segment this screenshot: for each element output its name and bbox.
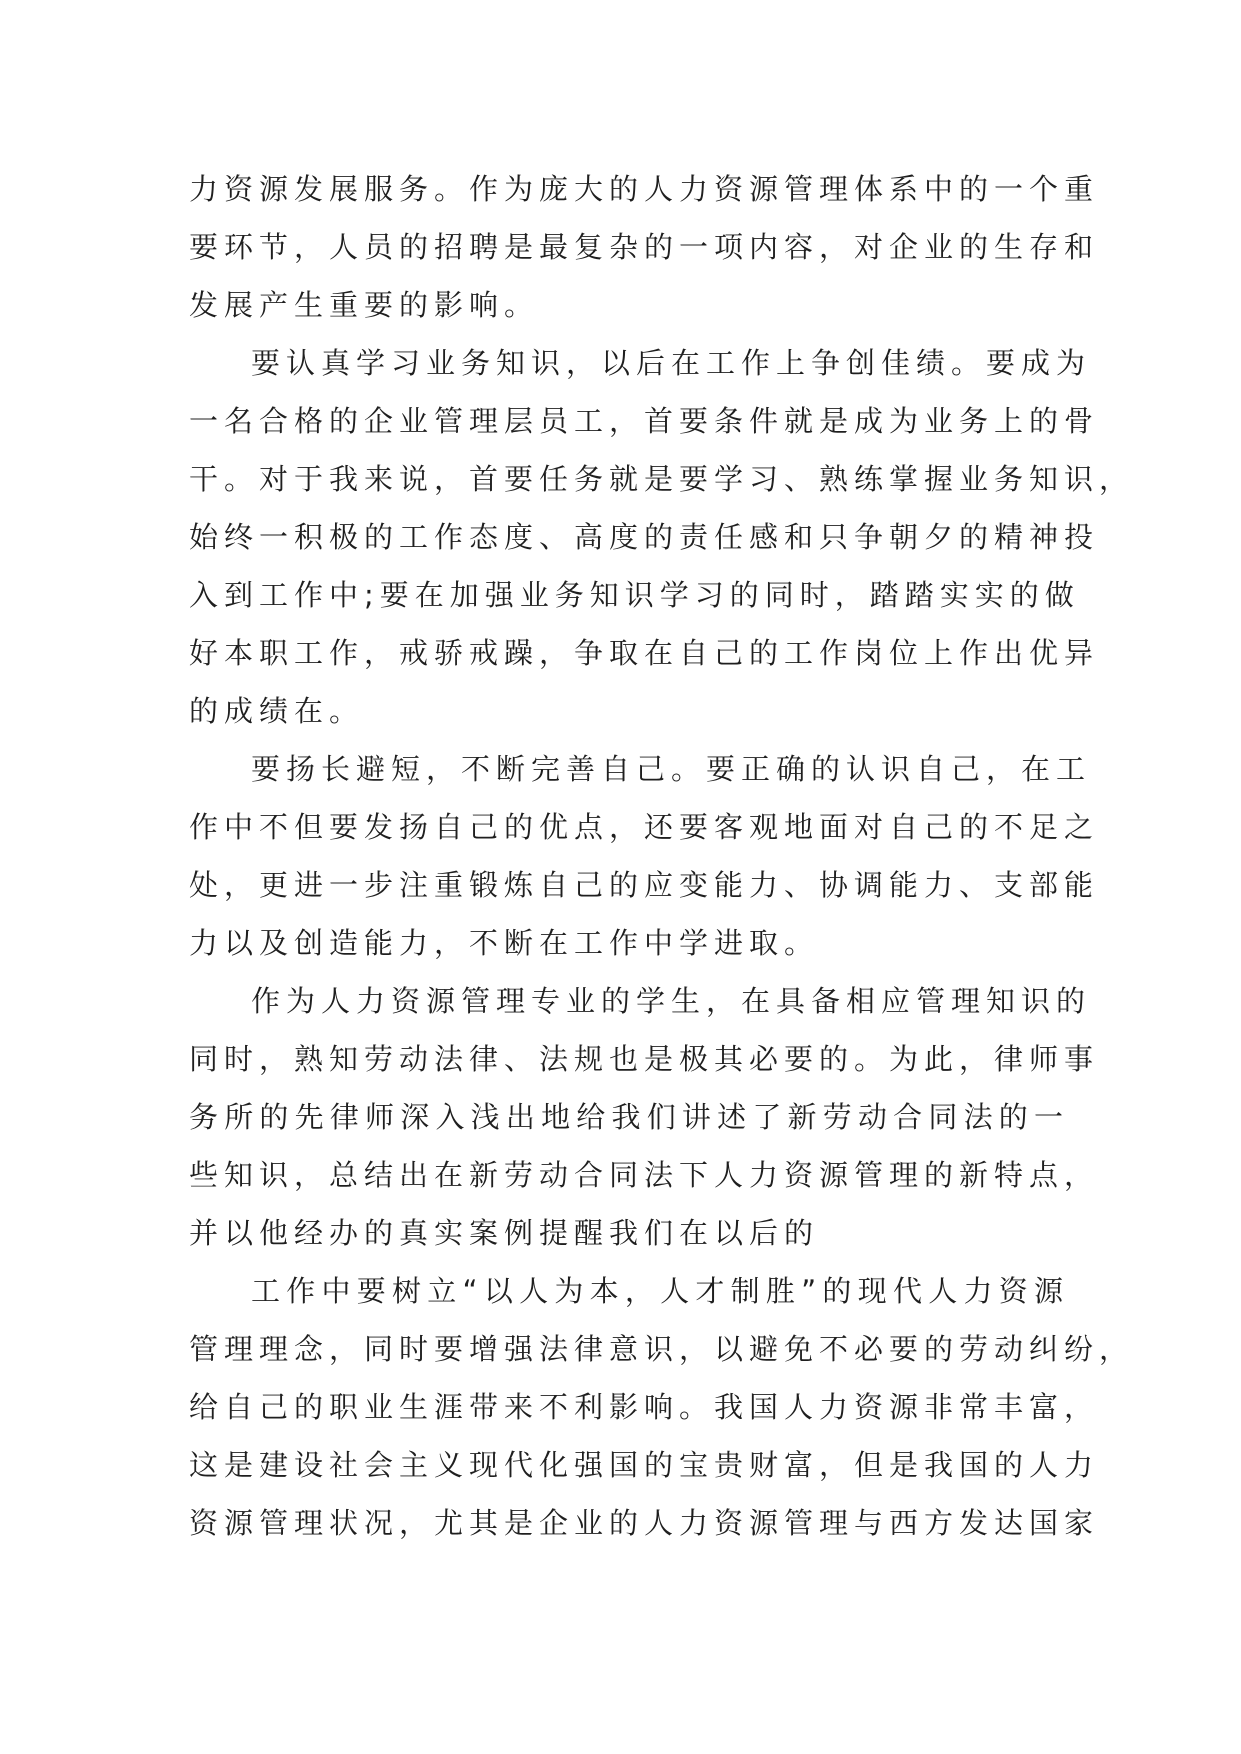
text-line: 些知识，总结出在新劳动合同法下人力资源管理的新特点，: [189, 1158, 1100, 1192]
body-text: [189, 160, 1135, 1552]
paragraph-first-line: 工作中要树立“以人为本，人才制胜”的现代人力资源: [251, 1274, 1069, 1308]
paragraph-first-line: 要扬长避短，不断完善自己。要正确的认识自己，在工: [251, 752, 1092, 786]
text-line: 管理理念，同时要增强法律意识，以避免不必要的劳动纠纷，: [189, 1332, 1135, 1366]
text-line: 一名合格的企业管理层员工，首要条件就是成为业务上的骨: [189, 404, 1100, 438]
paragraph-first-line: 要认真学习业务知识，以后在工作上争创佳绩。要成为: [251, 346, 1092, 380]
text-line: 并以他经办的真实案例提醒我们在以后的: [189, 1216, 820, 1250]
text-line: 要环节，人员的招聘是最复杂的一项内容，对企业的生存和: [189, 230, 1100, 264]
text-line: 资源管理状况，尤其是企业的人力资源管理与西方发达国家: [189, 1506, 1100, 1540]
paragraph-first-line: 作为人力资源管理专业的学生，在具备相应管理知识的: [251, 984, 1092, 1018]
text-line: 这是建设社会主义现代化强国的宝贵财富，但是我国的人力: [189, 1448, 1100, 1482]
text-line: 力以及创造能力，不断在工作中学进取。: [189, 926, 820, 960]
text-line: 始终一积极的工作态度、高度的责任感和只争朝夕的精神投: [189, 520, 1100, 554]
text-line: 的成绩在。: [189, 694, 365, 728]
text-line: 同时，熟知劳动法律、法规也是极其必要的。为此，律师事: [189, 1042, 1100, 1076]
text-line: 处，更进一步注重锻炼自己的应变能力、协调能力、支部能: [189, 868, 1100, 902]
text-line: 作中不但要发扬自己的优点，还要客观地面对自己的不足之: [189, 810, 1100, 844]
text-line: 务所的先律师深入浅出地给我们讲述了新劳动合同法的一: [189, 1100, 1069, 1134]
text-line: 力资源发展服务。作为庞大的人力资源管理体系中的一个重: [189, 172, 1100, 206]
text-line: 给自己的职业生涯带来不利影响。我国人力资源非常丰富，: [189, 1390, 1100, 1424]
text-line: 好本职工作，戒骄戒躁，争取在自己的工作岗位上作出优异: [189, 636, 1100, 670]
text-line: 入到工作中;要在加强业务知识学习的同时，踏踏实实的做: [189, 578, 1080, 612]
text-line: 发展产生重要的影响。: [189, 288, 540, 322]
text-line: 干。对于我来说，首要任务就是要学习、熟练掌握业务知识，: [189, 462, 1135, 496]
